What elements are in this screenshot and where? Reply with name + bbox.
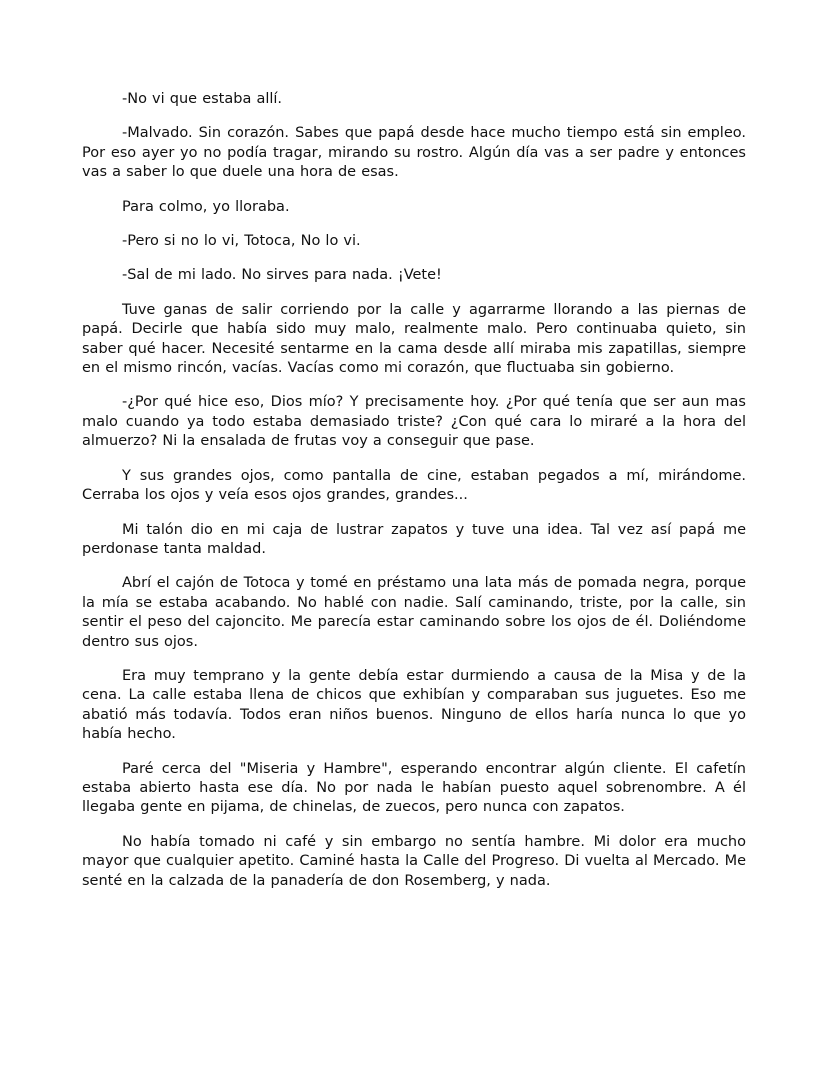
paragraph: Tuve ganas de salir corriendo por la calle y agarrarme llorando a las piernas de papá. Decirle que había sido muy malo, realmente malo. Pero continuaba quieto, sin saber qué hacer. Necesité sentarme en la cama desde allí miraba mis zapatillas, siempre en el mismo rincón, vacías. Vacías como mi corazón, que fluctuaba sin gobierno. [82, 301, 746, 377]
paragraph: Para colmo, yo lloraba. [122, 198, 290, 215]
paragraph: -Sal de mi lado. No sirves para nada. ¡Vete! [122, 267, 442, 284]
paragraph: Mi talón dio en mi caja de lustrar zapatos y tuve una idea. Tal vez así papá me perdonase tanta maldad. [82, 521, 746, 557]
paragraph: -Pero si no lo vi, Totoca, No lo vi. [122, 233, 361, 250]
paragraph: No había tomado ni café y sin embargo no sentía hambre. Mi dolor era mucho mayor que cualquier apetito. Caminé hasta la Calle del Progreso. Di vuelta al Mercado. Me senté en la calzada de la panadería de don Rosemberg, y nada. [82, 833, 746, 889]
text-body [82, 90, 746, 891]
paragraph: Era muy temprano y la gente debía estar durmiendo a causa de la Misa y de la cena. La calle estaba llena de chicos que exhibían y comparaban sus juguetes. Eso me abatió más todavía. Todos eran niños buenos. Ninguno de ellos haría nunca lo que yo había hecho. [82, 667, 746, 743]
paragraph: -No vi que estaba allí. [122, 91, 283, 107]
paragraph: Paré cerca del "Miseria y Hambre", esperando encontrar algún cliente. El cafetín estaba abierto hasta ese día. No por nada le habían puesto aquel sobrenombre. A él llegaba gente en pijama, de chinelas, de zuecos, pero nunca con zapatos. [82, 760, 746, 816]
paragraph: Abrí el cajón de Totoca y tomé en préstamo una lata más de pomada negra, porque la mía se estaba acabando. No hablé con nadie. Salí caminando, triste, por la calle, sin sentir el peso del cajoncito. Me parecía estar caminando sobre los ojos de él. Doliéndome dentro sus ojos. [82, 575, 746, 650]
paragraph: -Malvado. Sin corazón. Sabes que papá desde hace mucho tiempo está sin empleo. Por eso ayer yo no podía tragar, mirando su rostro. Algún día vas a ser padre y entonces vas a saber lo que duele una hora de esas. [82, 125, 746, 181]
paragraph: -¿Por qué hice eso, Dios mío? Y precisamente hoy. ¿Por qué tenía que ser aun mas malo cuando ya todo estaba demasiado triste? ¿Con qué cara lo miraré a la hora del almuerzo? Ni la ensalada de frutas voy a conseguir que pase. [82, 394, 746, 450]
paragraph: Y sus grandes ojos, como pantalla de cine, estaban pegados a mí, mirándome. Cerraba los ojos y veía esos ojos grandes, grandes... [82, 467, 746, 504]
